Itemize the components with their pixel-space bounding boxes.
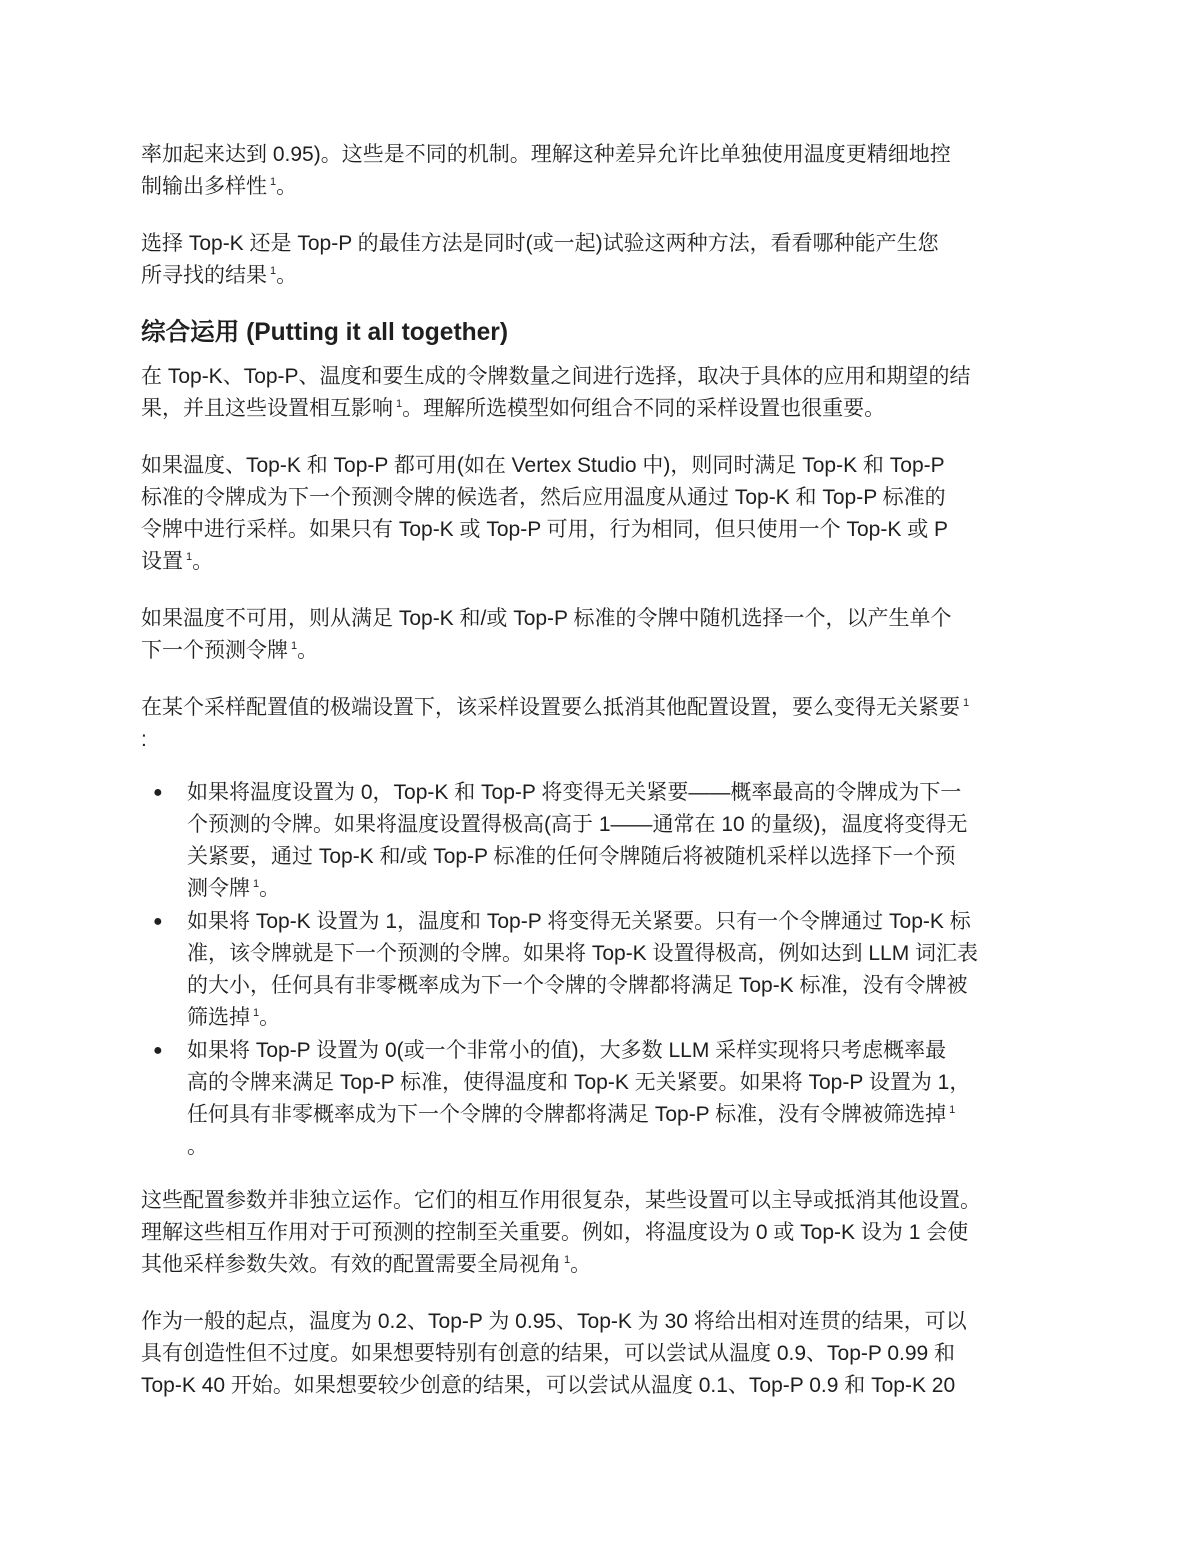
bullet-icon: ● [153,913,163,930]
text-run: 。 [276,264,298,287]
text-run: 选择 Top-K 还是 Top-P 的最佳方法是同时(或一起)试验这两种方法，看看哪种能产生您 所寻找的结果 [141,232,939,287]
text-run: 在 Top-K、Top-P、温度和要生成的令牌数量之间进行选择，取决于具体的应用和期望的结 果，并且这些设置相互影响 [141,365,971,420]
text-run: 。 [187,1135,208,1158]
text-run: 这些配置参数并非独立运作。它们的相互作用很复杂，某些设置可以主导或抵消其他设置。 理解这些相互作用对于可预测的控制至关重要。例如，将温度设为 0 或 Top-K 设为 1 会使 其他采样参数失效。有效的配置需要全局视角 [141,1189,981,1276]
text-run: 。 [297,639,319,662]
footnote-ref[interactable]: 1 [253,878,260,890]
text-run: 如果将 Top-P 设置为 0(或一个非常小的值)，大多数 LLM 采样实现将只考虑概率最 高的令牌来满足 Top-P 标准，使得温度和 Top-K 无关紧要。如果将 Top-P 设置为 1， 任何具有非零概率成为下一个令牌的令牌都将满足 Top-P 标准，没有令牌被筛选掉 [187,1039,971,1126]
footnote-ref[interactable]: 1 [253,1007,260,1019]
footnote-ref[interactable]: 1 [270,265,277,277]
list-item [141,1035,1071,1163]
footnote-ref[interactable]: 1 [396,398,403,410]
paragraph [141,1306,1071,1402]
bullet-icon: ● [153,1042,163,1059]
text-run: 综合运用 (Putting it all together) [141,319,509,346]
text-run: 如果温度、Top-K 和 Top-P 都可用(如在 Vertex Studio 中)，则同时满足 Top-K 和 Top-P 标准的令牌成为下一个预测令牌的候选者，然后应用温度从通过 Top-K 和 Top-P 标准的 令牌中进行采样。如果只有 Top-K 或 Top-P 可用，行为相同，但只使用一个 Top-K 或 P 设置 [141,454,949,573]
paragraph [141,692,1071,756]
list-item [141,906,1071,1034]
bullet-list [141,777,1071,1163]
paragraph [141,603,1071,667]
text-run: 如果温度不可用，则从满足 Top-K 和/或 Top-P 标准的令牌中随机选择一个，以产生单个 下一个预测令牌 [141,607,952,662]
footnote-ref[interactable]: 1 [949,1104,956,1116]
list-item [141,777,1071,905]
text-run: 。 [570,1253,592,1276]
text-run: 如果将温度设置为 0，Top-K 和 Top-P 将变得无关紧要——概率最高的令牌成为下一 个预测的令牌。如果将温度设置得极高(高于 1——通常在 10 的量级)，温度将变得无 关紧要，通过 Top-K 和/或 Top-P 标准的任何令牌随后将被随机采样以选择下一个预 测令牌 [187,781,968,900]
footnote-ref[interactable]: 1 [291,640,298,652]
paragraph [141,361,1071,425]
text-run: 。 [259,1006,281,1029]
text-run: 。 [259,877,281,900]
paragraph [141,1185,1071,1281]
section-heading [141,317,1071,349]
text-run: : [141,728,147,751]
text-run: 如果将 Top-K 设置为 1，温度和 Top-P 将变得无关紧要。只有一个令牌通过 Top-K 标 准，该令牌就是下一个预测的令牌。如果将 Top-K 设置得极高，例如达到 LLM 词汇表 的大小，任何具有非零概率成为下一个令牌的令牌都将满足 Top-K 标准，没有令牌被 筛选掉 [187,910,979,1029]
paragraph [141,139,1071,203]
footnote-ref[interactable]: 1 [564,1254,571,1266]
text-run: 。 [192,550,214,573]
footnote-ref[interactable]: 1 [963,697,970,709]
document-body [141,139,1071,1427]
text-run: 。 [276,175,298,198]
text-run: 率加起来达到 0.95)。这些是不同的机制。理解这种差异允许比单独使用温度更精细地控 制输出多样性 [141,143,951,198]
paragraph [141,228,1071,292]
text-run: 在某个采样配置值的极端设置下，该采样设置要么抵消其他配置设置，要么变得无关紧要 [141,696,960,719]
text-run: 。理解所选模型如何组合不同的采样设置也很重要。 [402,397,886,420]
paragraph [141,450,1071,578]
bullet-icon: ● [153,784,163,801]
text-run: 作为一般的起点，温度为 0.2、Top-P 为 0.95、Top-K 为 30 将给出相对连贯的结果，可以 具有创造性但不过度。如果想要特别有创意的结果，可以尝试从温度 0.9、Top-P 0.99 和 Top-K 40 开始。如果想要较少创意的结果，可以尝试从温度 0.1、Top-P 0.9 和 Top-K 20 [141,1310,967,1397]
footnote-ref[interactable]: 1 [186,551,193,563]
footnote-ref[interactable]: 1 [270,176,277,188]
